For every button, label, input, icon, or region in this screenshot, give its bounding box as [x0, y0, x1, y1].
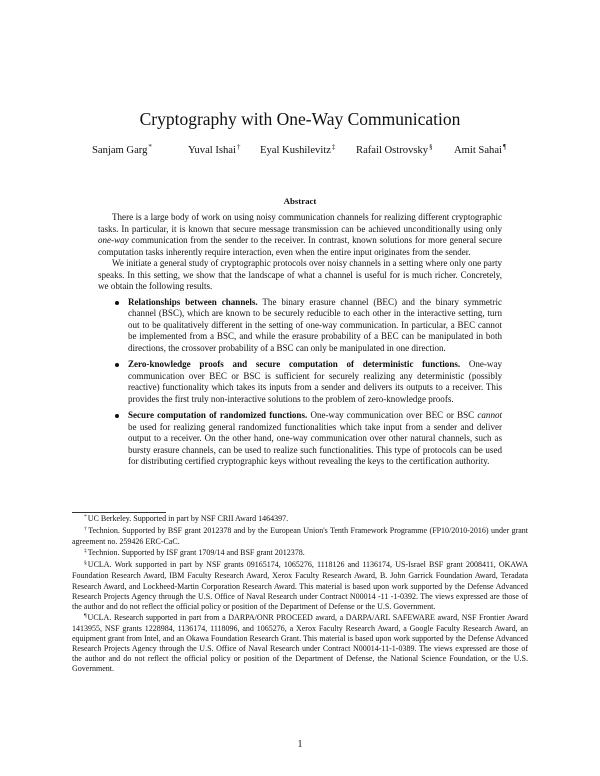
author-ishai: Yuval Ishai† [188, 143, 241, 156]
list-item: Relationships between channels. The binary erasure channel (BEC) and the binary symmetric channel (BSC), which are known to be securely reducible to each other in the interactive setting, turn out to be qualitatively different in the setting of one-way communication. In particular, a BEC cannot be implemented from a BSC, and while the erasure probability of a BEC can be manipulated in both directions, the crossover probability of a BSC can only be manipulated in one direction. [111, 297, 502, 355]
abstract-heading: Abstract [283, 196, 317, 206]
paper-title: Cryptography with One-Way Communication [139, 109, 461, 129]
footnote: ‡Technion. Supported by ISF grant 1709/14 and BSF grant 2012378. [84, 548, 305, 558]
footnote: ¶UCLA. Research supported in part from a DARPA/ONR PROCEED award, a DARPA/ARL SAFEWARE award, NSF Frontier Award 1413955, NSF grants 1228984, 1136174, 1118096, and 1065276, a Xerox Faculty Research Award, a Google Faculty Research Award, an equipment grant from Intel, and an Okawa Foundation Research Grant. This material is based upon work supported by the Defense Advanced Research Projects Agency through the U.S. Office of Naval Research under Contract N00014-11-1-0389. The views expressed are those of the author and do not reflect the official policy or position of the Department of Defense, the National Science Foundation, or the U.S. Government. [72, 612, 528, 674]
bullet-icon [115, 363, 119, 367]
abstract-paragraph: There is a large body of work on using noisy communication channels for realizing different cryptographic tasks. In particular, it is known that secure message transmission can be achieved unconditionally using only one-way communication from the sender to the receiver. In contrast, known solutions for more general secure computation tasks inherently require interaction, even when the entire input originates from the sender. [98, 212, 502, 257]
author-garg: Sanjam Garg* [92, 143, 152, 156]
results-list [98, 297, 502, 468]
footnote: §UCLA. Work supported in part by NSF grants 09165174, 1065276, 1118126 and 1136174, US-Israel BSF grant 2008411, OKAWA Foundation Research Award, IBM Faculty Research Award, Xerox Faculty Research Award, B. John Garrick Foundation Award, Teradata Research Award, and Lockheed-Martin Corporation Research Award. This material is based upon work supported by the Defense Advanced Research Projects Agency through the U.S. Office of Naval Research under Contract N00014 -11 -1-0392. The views expressed are those of the author and do not reflect the official policy or position of the Department of Defense or the U.S. Government. [72, 560, 528, 611]
author-kushilevitz: Eyal Kushilevitz‡ [260, 143, 336, 156]
abstract-body [98, 212, 502, 473]
author-sahai: Amit Sahai¶ [454, 143, 507, 156]
footnote-divider [72, 512, 166, 513]
bullet-icon [115, 414, 119, 418]
list-item: Secure computation of randomized functions. One-way communication over BEC or BSC cannot be used for realizing general randomized functionalities which take input from a sender and deliver output to a receiver. On the other hand, one-way communication over other natural channels, such as bursty erasure channels, can be used to realize such functionalities. This type of protocols can be used for distributing certified cryptographic keys without revealing the keys to the certification authority. [111, 410, 502, 468]
page-number: 1 [297, 739, 303, 750]
footnotes [72, 514, 528, 674]
footnote: †Technion. Supported by BSF grant 2012378 and by the European Union's Tenth Framework Programme (FP10/2010-2016) under grant agreement no. 259426 ERC-CaC. [72, 526, 529, 547]
bullet-icon [115, 301, 119, 305]
footnote: *UC Berkeley. Supported in part by NSF CRII Award 1464397. [84, 514, 289, 523]
list-item: Zero-knowledge proofs and secure computation of deterministic functions. One-way communication over BEC or BSC is sufficient for securely realizing any deterministic (possibly reactive) functionality which takes its inputs from a sender and delivers its outputs to a receiver. This provides the first truly non-interactive solutions to the problem of zero-knowledge proofs. [111, 359, 502, 405]
abstract-paragraph: We initiate a general study of cryptographic protocols over noisy channels in a setting where only one party speaks. In this setting, we show that the landscape of what a channel is useful for is much richer. Concretely, we obtain the following results. [98, 258, 502, 291]
author-list [92, 145, 552, 161]
author-ostrovsky: Rafail Ostrovsky§ [356, 143, 433, 156]
